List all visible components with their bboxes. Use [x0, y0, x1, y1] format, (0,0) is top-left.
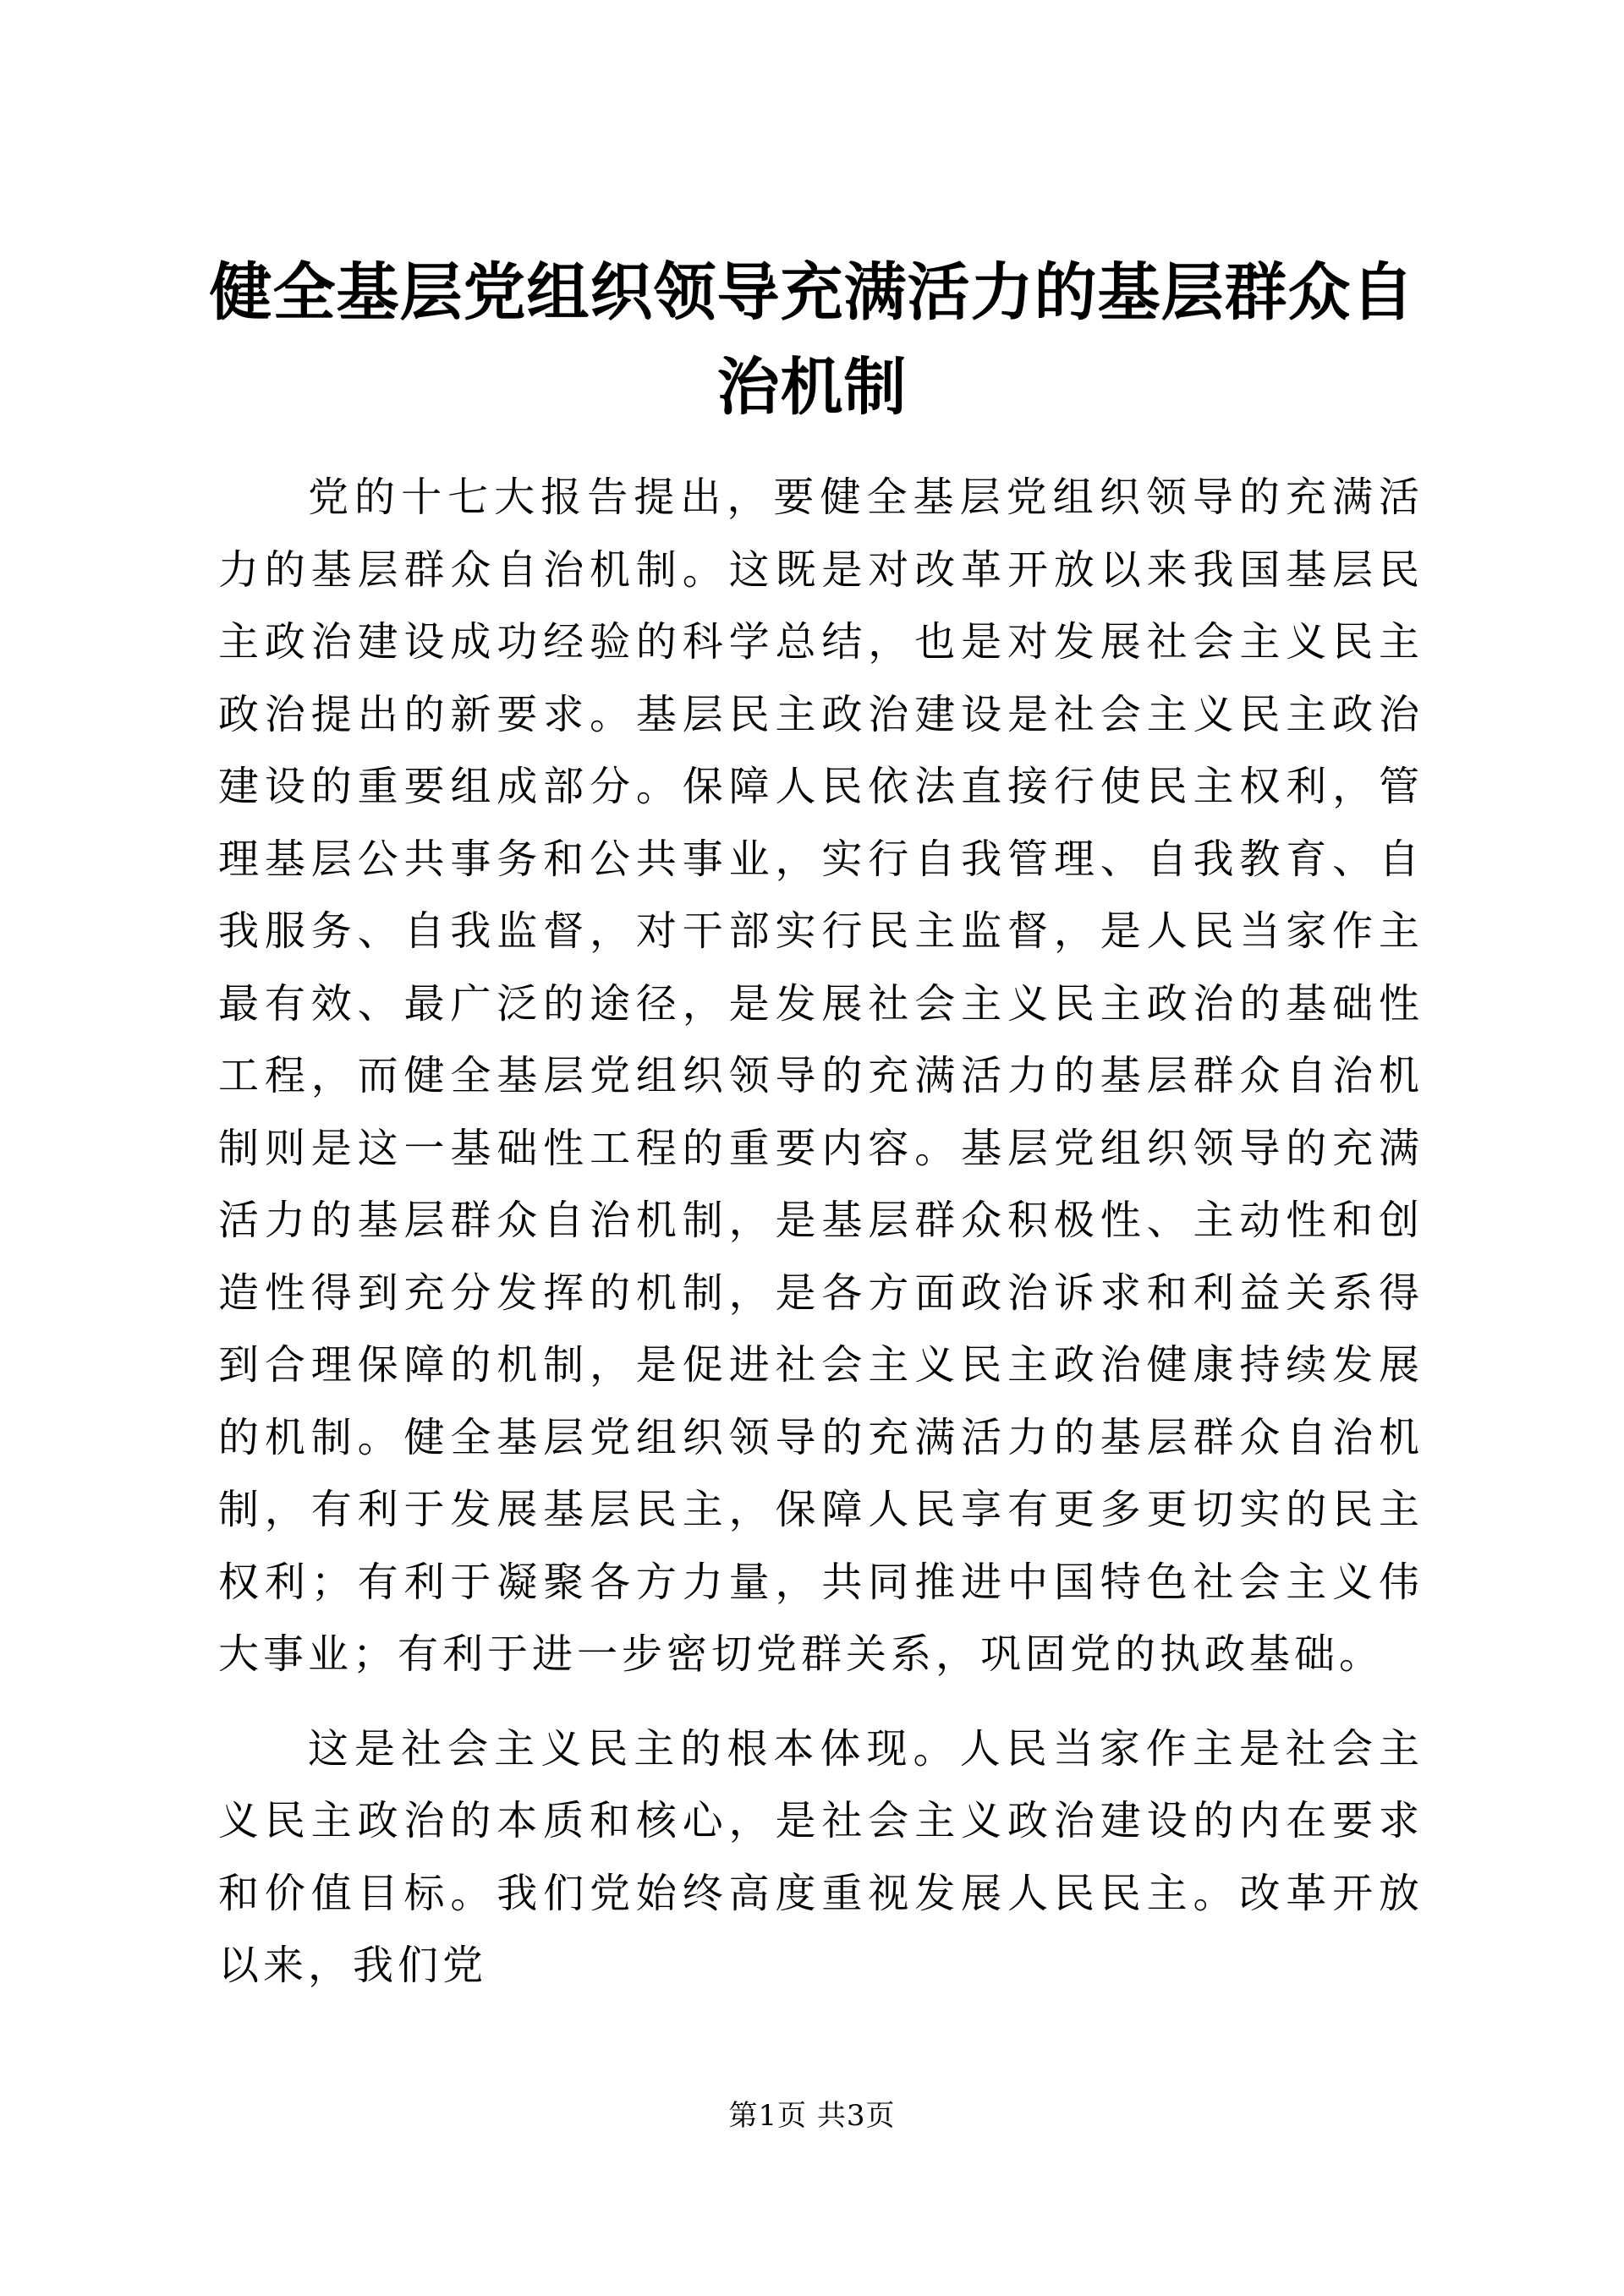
- document-title: 健全基层党组织领导充满活力的基层群众自治机制: [209, 256, 1415, 424]
- paragraph-2: 这是社会主义民主的根本体现。人民当家作主是社会主义民主政治的本质和核心，是社会主义政治建设的内在要求和价值目标。我们党始终高度重视发展人民民主。改革开放以来，我们党: [218, 1724, 1424, 1989]
- paragraph-1: 党的十七大报告提出，要健全基层党组织领导的充满活力的基层群众自治机制。这既是对改革开放以来我国基层民主政治建设成功经验的科学总结，也是对发展社会主义民主政治提出的新要求。基层民主政治建设是社会主义民主政治建设的重要组成部分。保障人民依法直接行使民主权利，管理基层公共事务和公共事业，实行自我管理、自我教育、自我服务、自我监督，对干部实行民主监督，是人民当家作主最有效、最广泛的途径，是发展社会主义民主政治的基础性工程，而健全基层党组织领导的充满活力的基层群众自治机制则是这一基础性工程的重要内容。基层党组织领导的充满活力的基层群众自治机制，是基层群众积极性、主动性和创造性得到充分发挥的机制，是各方面政治诉求和利益关系得到合理保障的机制，是促进社会主义民主政治健康持续发展的机制。健全基层党组织领导的充满活力的基层群众自治机制，有利于发展基层民主，保障人民享有更多更切实的民主权利；有利于凝聚各方力量，共同推进中国特色社会主义伟大事业；有利于进一步密切党群关系，巩固党的执政基础。: [218, 474, 1424, 1678]
- page-footer: 第1页 共3页: [728, 2099, 896, 2133]
- document-body: [218, 462, 1424, 2025]
